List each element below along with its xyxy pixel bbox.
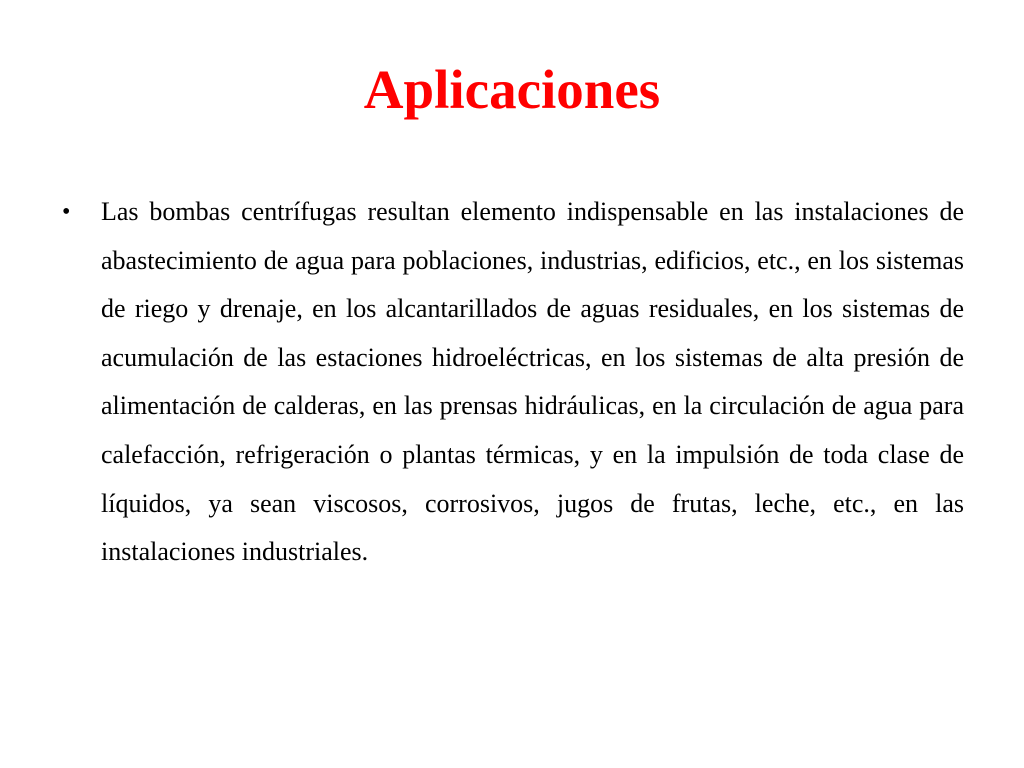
bullet-icon: • <box>62 199 71 225</box>
bullet-list <box>62 188 964 577</box>
slide-title: Aplicaciones <box>363 59 661 120</box>
bullet-item <box>62 188 964 577</box>
bullet-text: Las bombas centrífugas resultan elemento indispensable en las instalaciones de abastecimiento de agua para poblaciones, industrias, edificios, etc., en los sistemas de riego y drenaje, en los alcantarillados de aguas residuales, en los sistemas de acumulación de las estaciones hidroeléctricas, en los sistemas de alta presión de alimentación de calderas, en las prensas hidráulicas, en la circulación de agua para calefacción, refrigeración o plantas térmicas, y en la impulsión de toda clase de líquidos, ya sean viscosos, corrosivos, jugos de frutas, leche, etc., en las instalaciones industriales. <box>101 197 964 567</box>
